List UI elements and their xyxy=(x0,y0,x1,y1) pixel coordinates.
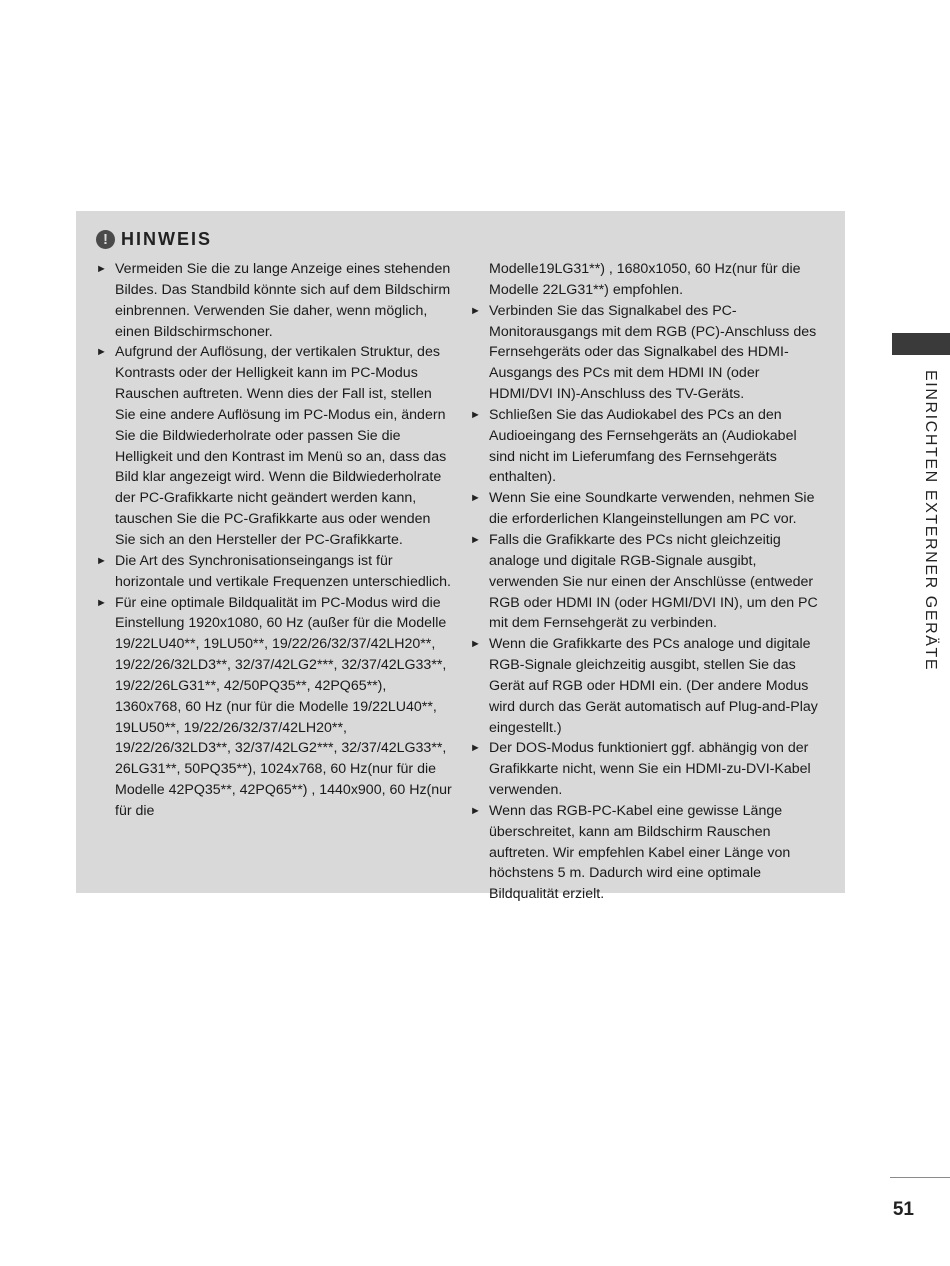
list-item xyxy=(470,488,826,530)
note-left-column xyxy=(96,259,452,822)
bullet-icon: ► xyxy=(470,742,481,755)
note-title: HINWEIS xyxy=(121,228,213,249)
bullet-icon: ► xyxy=(470,304,481,317)
bullet-icon: ► xyxy=(96,263,107,275)
list-item-text: Wenn die Grafikkarte des PCs analoge und digitale RGB-Signale gleichzeitig ausgibt, stellen Sie das Gerät auf RGB oder HDMI ein. (Der andere Modus wird durch das Gerät automatisch auf Plug-and-Play eingestellt.) xyxy=(489,636,818,736)
bullet-icon: ► xyxy=(96,596,107,609)
list-item-text: Wenn das RGB-PC-Kabel eine gewisse Länge überschreitet, kann am Bildschirm Rauschen auftreten. Wir empfehlen Kabel einer Länge von höchstens 5 m. Dadurch wird eine optimale Bildqualität erzielt. xyxy=(489,802,791,903)
list-item-text: Schließen Sie das Audiokabel des PCs an den Audioeingang des Fernsehgeräts an (Audiokabel sind nicht im Lieferumfang des Fernsehgeräts enthalten). xyxy=(489,406,797,486)
list-item xyxy=(470,634,826,738)
list-item xyxy=(470,301,826,405)
note-right-column xyxy=(470,259,826,905)
list-item-text: Falls die Grafikkarte des PCs nicht gleichzeitig analoge und digitale RGB-Signale ausgibt, verwenden Sie nur einen der Anschlüsse (entweder RGB oder HDMI IN (oder HGMI/DVI IN), um den PC mit dem Fernsehgerät zu verbinden. xyxy=(489,531,818,632)
list-item-text: Für eine optimale Bildqualität im PC-Modus wird die Einstellung 1920x1080, 60 Hz (außer für die Modelle 19/22LU40**, 19LU50**, 19/22/26/32/37/42LH20**, 19/22/26/32LD3**, 32/37/42LG2***, 32/37/42LG33**, 19/22/26LG31**, 42/50PQ35**, 42PQ65**), 1360x768, 60 Hz (nur für die Modelle 19/22LU40**, 19LU50**, 19/22/26/32/37/42LH20**, 19/22/26/32LD3**, 32/37/42LG2***, 32/37/42LG33**, 26LG31**, 50PQ35**), 1024x768, 60 Hz(nur für die Modelle 42PQ35**, 42PQ65**) , 1440x900, 60 Hz(nur für die xyxy=(115,594,452,819)
note-header xyxy=(96,228,212,250)
bullet-icon: ► xyxy=(470,638,481,651)
page-number-divider xyxy=(890,1177,950,1178)
list-item-text: Aufgrund der Auflösung, der vertikalen Struktur, des Kontrasts oder der Helligkeit kann im PC-Modus Rauschen auftreten. Wenn dies der Fall ist, stellen Sie eine andere Auflösung im PC-Modus ein, ändern Sie die Bildwiederholrate oder passen Sie die Helligkeit und den Kontrast im Menü so an, dass das Bild klar angezeigt wird. Wenn die Bildwiederholrate der PC-Grafikkarte nicht geändert werden kann, tauschen Sie die PC-Grafikkarte aus oder wenden Sie sich an den Hersteller der PC-Grafikkarte. xyxy=(115,344,447,548)
list-item-text: Verbinden Sie das Signalkabel des PC-Monitorausgangs mit dem RGB (PC)-Anschluss des Fernsehgeräts oder das Signalkabel des HDMI-Ausgangs des PCs mit dem HDMI IN (oder HDMI/DVI IN)-Anschluss des TV-Geräts. xyxy=(489,302,817,403)
list-item xyxy=(470,738,826,801)
list-item xyxy=(96,593,452,822)
list-item-text: Modelle19LG31**) , 1680x1050, 60 Hz(nur für die Modelle 22LG31**) empfohlen. xyxy=(489,261,801,298)
list-item-text: Die Art des Synchronisationseingangs ist für horizontale und vertikale Frequenzen unterschiedlich. xyxy=(115,552,451,590)
list-item xyxy=(96,259,452,342)
list-item xyxy=(470,405,826,488)
bullet-icon: ► xyxy=(96,554,107,567)
page-number: 51 xyxy=(892,1199,914,1220)
bullet-icon: ► xyxy=(470,533,481,546)
list-item-text: Vermeiden Sie die zu lange Anzeige eines stehenden Bildes. Das Standbild könnte sich auf dem Bildschirm einbrennen. Verwenden Sie daher, wenn möglich, einen Bildschirmschoner. xyxy=(115,261,451,340)
list-item-continuation xyxy=(470,259,826,301)
list-item-text: Der DOS-Modus funktioniert ggf. abhängig von der Grafikkarte nicht, wenn Sie ein HDMI-zu-DVI-Kabel verwenden. xyxy=(489,740,811,799)
list-item xyxy=(470,530,826,634)
list-item xyxy=(96,551,452,593)
list-item-text: Wenn Sie eine Soundkarte verwenden, nehmen Sie die erforderlichen Klangeinstellungen am PC vor. xyxy=(489,490,815,528)
section-tab-marker xyxy=(892,333,950,355)
list-item xyxy=(96,342,452,550)
bullet-icon: ► xyxy=(470,492,481,505)
exclamation-icon: ! xyxy=(96,230,115,249)
bullet-icon: ► xyxy=(470,804,481,817)
bullet-icon: ► xyxy=(470,408,481,421)
list-item xyxy=(470,801,826,905)
bullet-icon: ► xyxy=(96,346,107,359)
section-side-label: EINRICHTEN EXTERNER GERÄTE xyxy=(922,370,939,672)
